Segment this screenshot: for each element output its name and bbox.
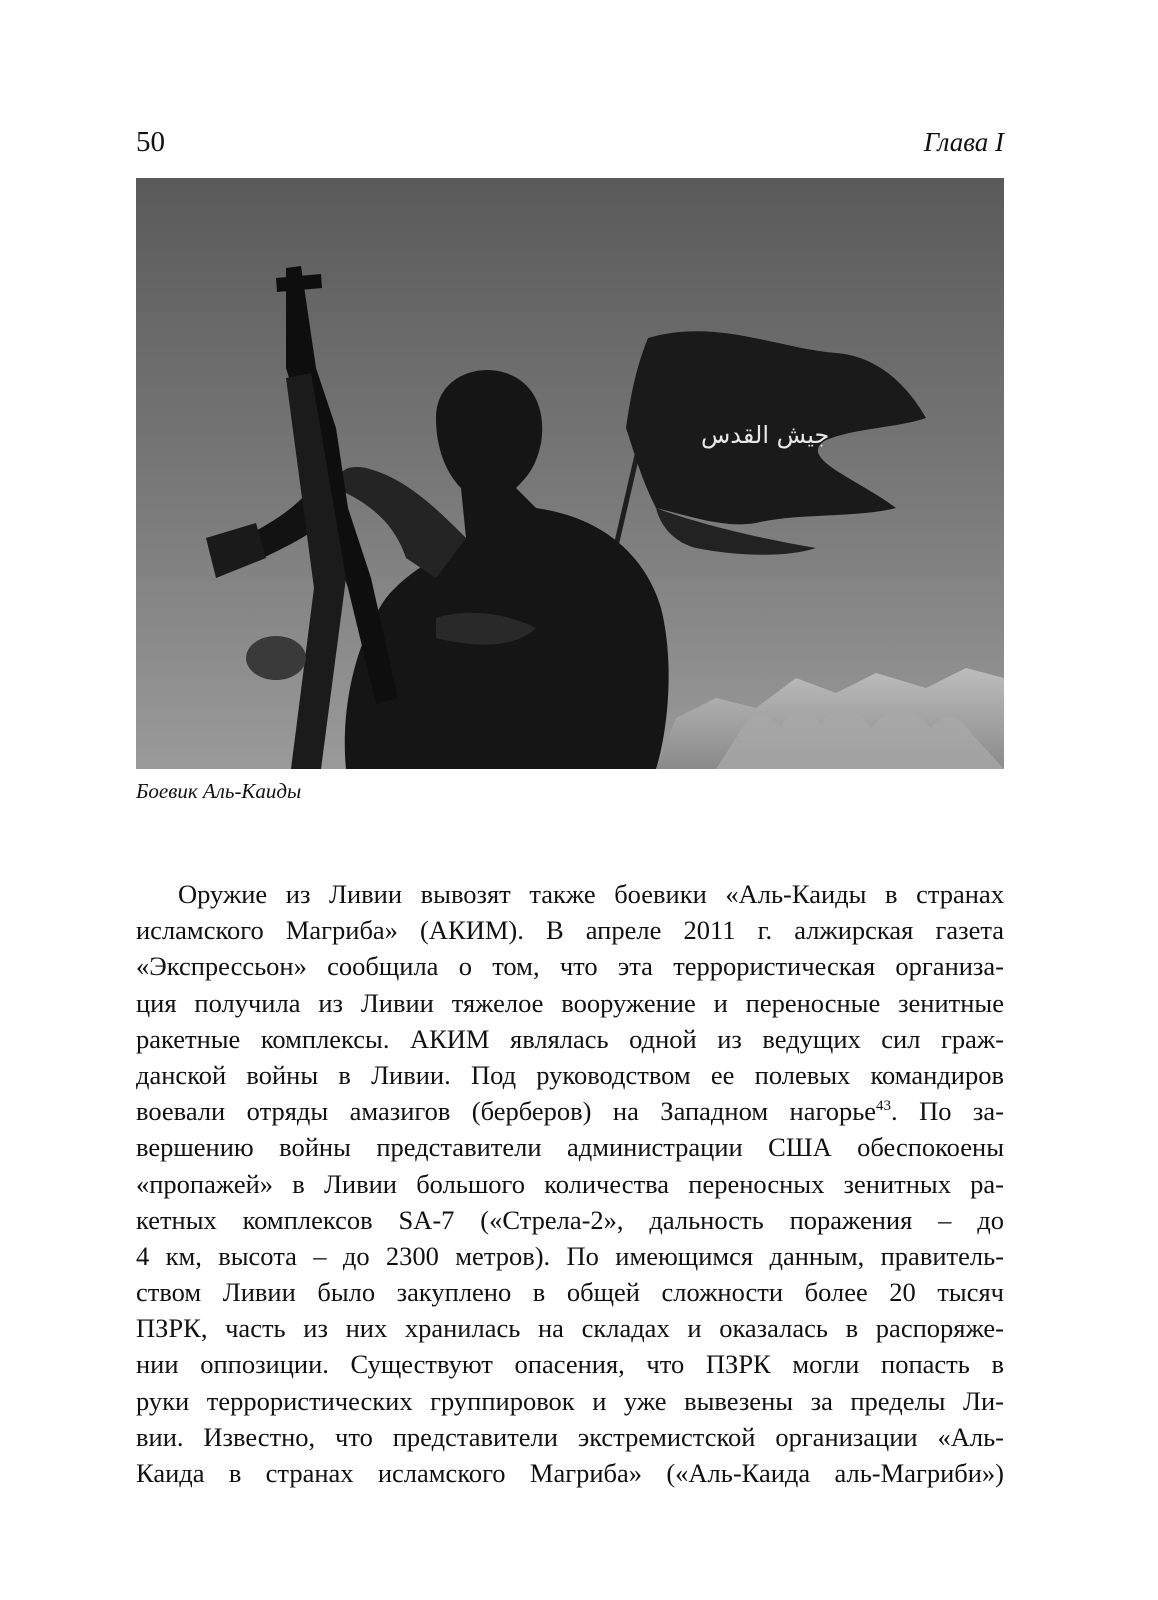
text-line: нии оппозиции. Существуют опасения, что ПЗРК могли попасть в	[136, 1349, 1004, 1380]
text-line: ПЗРК, часть из них хранилась на складах и оказалась в распоряже-	[136, 1313, 1004, 1344]
text-line: вии. Известно, что представители экстремистской организации «Аль-	[136, 1421, 1004, 1452]
text-line: Оружие из Ливии вывозят также боевики «Аль-Каиды в странах	[178, 879, 1004, 909]
text-line-with-footnote	[136, 1093, 1004, 1129]
text-line: исламского Магриба» (АКИМ). В апреле 2011 г. алжирская газета	[136, 915, 1004, 946]
text-line: ция получила из Ливии тяжелое вооружение и переносные зенитные	[136, 987, 1004, 1018]
text-line: «Экспрессьон» сообщила о том, что эта террористическая организа-	[136, 951, 1004, 982]
text-line: ракетные комплексы. АКИМ являлась одной из ведущих сил граж-	[136, 1023, 1004, 1054]
text-line: 4 км, высота – до 2300 метров). По имеющимся данным, правитель-	[136, 1240, 1004, 1271]
text-line-part: . По за-	[891, 1096, 1004, 1127]
footnote-reference: 43	[876, 1098, 892, 1115]
text-line: «пропажей» в Ливии большого количества переносных зенитных ра-	[136, 1168, 1004, 1199]
flag-inscription: جيش القدس	[701, 421, 830, 449]
text-line: руки террористических группировок и уже вывезены за пределы Ли-	[136, 1385, 1004, 1416]
text-line: ством Ливии было закуплено в общей сложности более 20 тысяч	[136, 1277, 1004, 1308]
text-line-part: воевали отряды амазигов (берберов) на Западном нагорье	[136, 1096, 877, 1127]
text-line: Каида в странах исламского Магриба» («Аль-Каида аль-Магриби»)	[136, 1458, 1004, 1488]
hand	[246, 636, 306, 680]
figure-caption: Боевик Аль-Каиды	[136, 779, 302, 803]
body-text	[136, 876, 1004, 1491]
text-line: данской войны в Ливии. Под руководством ее полевых командиров	[136, 1059, 1004, 1090]
text-line: вершению войны представители администрации США обеспокоены	[136, 1132, 1004, 1163]
page-header	[136, 124, 1004, 168]
photo-illustration	[136, 178, 1004, 769]
running-head: Глава I	[923, 127, 1004, 157]
photo-militant-with-flag	[136, 178, 1004, 769]
page-number: 50	[136, 126, 165, 158]
text-line: кетных комплексов SA-7 («Стрела-2», дальность поражения – до	[136, 1204, 1004, 1235]
